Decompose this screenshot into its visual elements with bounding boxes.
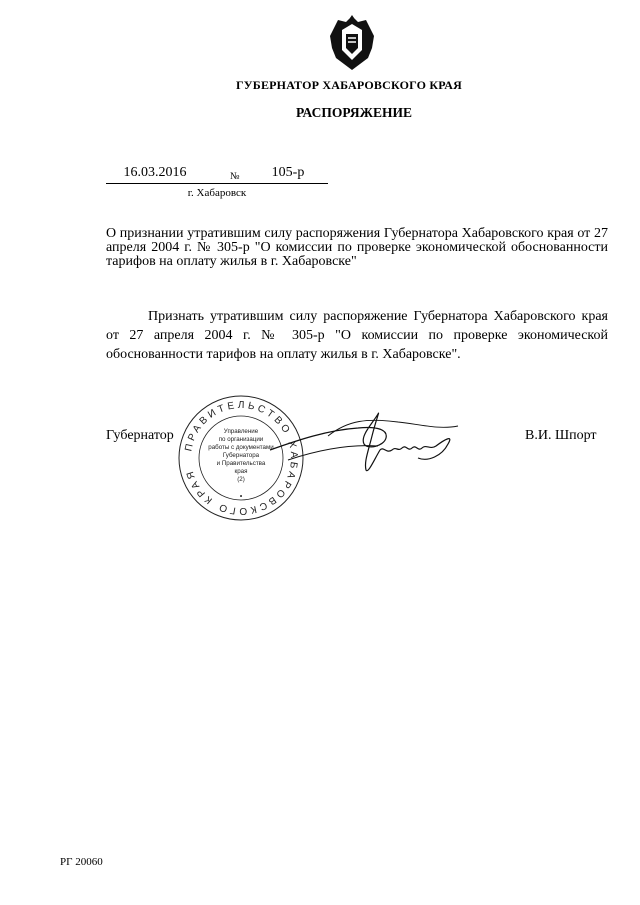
coat-of-arms-icon [328,14,376,72]
signatory-position: Губернатор [106,428,174,443]
stamp-line: (2) [237,476,245,483]
document-body: Признать утратившим силу распоряжение Губернатора Хабаровского края от 27 апреля 2004 г. № 305-р "О комиссии по проверке экономической обоснованности тарифов на оплату жилья в г. Хабаровске". [106,309,608,362]
document-type: РАСПОРЯЖЕНИЕ [295,105,413,120]
handwritten-signature [268,400,468,490]
number-sign: № [230,171,240,182]
authority-title: ГУБЕРНАТОР ХАБАРОВСКОГО КРАЯ [235,78,463,92]
document-city: г. Хабаровск [187,187,247,199]
stamp-line: работы с документами [208,444,274,451]
document-number: 105-р [271,165,305,180]
stamp-line: края [234,468,248,475]
signatory-name: В.И. Шпорт [525,428,597,443]
document-code: РГ 20060 [60,856,103,868]
stamp-line: и Правительства [216,460,266,467]
registration-underline [106,183,328,184]
document-subject: О признании утратившим силу распоряжения Губернатора Хабаровского края от 27 апреля 2004 г. № 305-р "О комиссии по проверке экономической обоснованности тарифов на оплату жилья в г. Хабаровске" [106,226,608,269]
stamp-ring-text: ПРАВИТЕЛЬСТВО ХАБАРОВСКОГО КРАЯ [183,399,300,517]
stamp-line: по организации [218,436,264,443]
stamp-line: Управление [223,428,259,435]
stamp-line: Губернатора [222,452,260,459]
document-date: 16.03.2016 [123,165,187,180]
svg-text:•: • [239,492,243,501]
